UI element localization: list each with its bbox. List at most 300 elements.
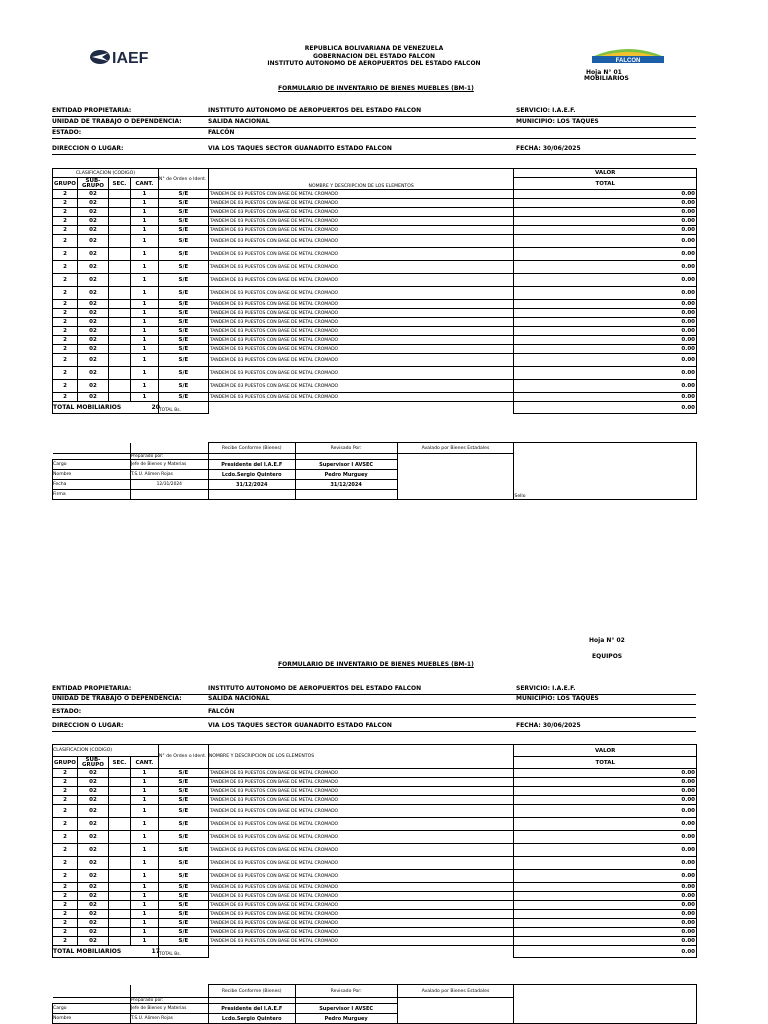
sec-cell — [108, 300, 130, 309]
cant-cell: 1 — [130, 844, 158, 857]
sec-cell — [108, 901, 130, 910]
description-cell: TANDEM DE 03 PUESTOS CON BASE DE METAL CROMADO — [208, 217, 514, 226]
sec-header: SEC. — [108, 178, 130, 190]
subgrupo-cell: 02 — [77, 892, 108, 901]
valor-cell: 0.00 — [514, 937, 697, 946]
grupo-cell: 2 — [53, 778, 78, 787]
grupo-cell: 2 — [53, 844, 78, 857]
description-cell: TANDEM DE 03 PUESTOS CON BASE DE METAL CROMADO — [208, 769, 514, 778]
sec-cell — [108, 883, 130, 892]
subgrupo-cell: 02 — [77, 901, 108, 910]
description-cell: TANDEM DE 03 PUESTOS CON BASE DE METAL CROMADO — [208, 928, 514, 937]
cant-cell: 1 — [130, 274, 158, 287]
info-row-estado-2: ESTADO: FALCÓN — [52, 705, 696, 718]
valor-cell: 0.00 — [514, 354, 697, 367]
description-cell: TANDEM DE 03 PUESTOS CON BASE DE METAL CROMADO — [208, 226, 514, 235]
sheet-category-2: EQUIPOS — [592, 653, 623, 660]
description-cell: TANDEM DE 03 PUESTOS CON BASE DE METAL CROMADO — [208, 393, 514, 402]
orden-cell: S/E — [158, 287, 208, 300]
sec-cell — [108, 261, 130, 274]
cant-cell: 1 — [130, 199, 158, 208]
description-cell: TANDEM DE 03 PUESTOS CON BASE DE METAL CROMADO — [208, 831, 514, 844]
subgrupo-cell: 02 — [77, 327, 108, 336]
grupo-cell: 2 — [53, 208, 78, 217]
table-row — [53, 937, 697, 946]
info-row-direccion: DIRECCION O LUGAR: VIA LOS TAQUES SECTOR GUANADITO ESTADO FALCON FECHA: 30/06/2025 — [52, 142, 696, 155]
grupo-cell: 2 — [53, 190, 78, 199]
total-label: TOTAL MOBILIARIOS 20 — [53, 402, 159, 414]
valor-cell: 0.00 — [514, 870, 697, 883]
orden-cell: S/E — [158, 393, 208, 402]
valor-cell: 0.00 — [514, 805, 697, 818]
sec-cell — [108, 199, 130, 208]
sec-cell — [108, 818, 130, 831]
orden-cell: S/E — [158, 248, 208, 261]
sheet-category: MOBILIARIOS — [584, 75, 629, 82]
sec-cell — [108, 928, 130, 937]
falcon-logo — [590, 44, 666, 66]
grupo-cell: 2 — [53, 354, 78, 367]
grupo-cell: 2 — [53, 892, 78, 901]
valor-cell: 0.00 — [514, 274, 697, 287]
valor-cell: 0.00 — [514, 318, 697, 327]
clasificacion-header: CLASIFICACION (CODIGO) — [53, 169, 159, 178]
grupo-cell: 2 — [53, 937, 78, 946]
sello-label: Sello — [514, 443, 697, 500]
grupo-cell: 2 — [53, 919, 78, 928]
table-row — [53, 844, 697, 857]
table-row — [53, 901, 697, 910]
valor-cell: 0.00 — [514, 778, 697, 787]
table-row — [53, 226, 697, 235]
orden-cell: S/E — [158, 892, 208, 901]
valor-cell: 0.00 — [514, 892, 697, 901]
orden-cell: S/E — [158, 318, 208, 327]
orden-header: N° de Orden o Ident. — [158, 169, 208, 190]
valor-header-2: VALOR — [514, 745, 697, 757]
cant-cell: 1 — [130, 327, 158, 336]
description-cell: TANDEM DE 03 PUESTOS CON BASE DE METAL CROMADO — [208, 844, 514, 857]
orden-cell: S/E — [158, 937, 208, 946]
description-cell: TANDEM DE 03 PUESTOS CON BASE DE METAL CROMADO — [208, 327, 514, 336]
table-row — [53, 208, 697, 217]
valor-cell: 0.00 — [514, 769, 697, 778]
valor-cell: 0.00 — [514, 818, 697, 831]
description-cell: TANDEM DE 03 PUESTOS CON BASE DE METAL CROMADO — [208, 274, 514, 287]
description-cell: TANDEM DE 03 PUESTOS CON BASE DE METAL CROMADO — [208, 883, 514, 892]
table-row — [53, 870, 697, 883]
sec-cell — [108, 318, 130, 327]
table-row — [53, 367, 697, 380]
orden-cell: S/E — [158, 857, 208, 870]
table-row — [53, 287, 697, 300]
recibe-header: Recibe Conforme (Bienes) — [208, 443, 295, 454]
subgrupo-cell: 02 — [77, 261, 108, 274]
orden-cell: S/E — [158, 309, 208, 318]
header-line-2: GOBERNACION DEL ESTADO FALCON — [312, 52, 436, 60]
grupo-cell: 2 — [53, 248, 78, 261]
valor-cell: 0.00 — [514, 287, 697, 300]
valor-cell: 0.00 — [514, 327, 697, 336]
grupo-cell: 2 — [53, 199, 78, 208]
grupo-cell: 2 — [53, 805, 78, 818]
table-row — [53, 235, 697, 248]
cant-cell: 1 — [130, 354, 158, 367]
cant-cell: 1 — [130, 787, 158, 796]
orden-cell: S/E — [158, 345, 208, 354]
info-row-direccion-2: DIRECCION O LUGAR: VIA LOS TAQUES SECTOR GUANADITO ESTADO FALCON FECHA: 30/06/2025 — [52, 719, 696, 732]
subgrupo-cell: 02 — [77, 336, 108, 345]
sec-cell — [108, 217, 130, 226]
orden-cell: S/E — [158, 190, 208, 199]
cant-cell: 1 — [130, 248, 158, 261]
subgrupo-cell: 02 — [77, 919, 108, 928]
clasificacion-header-2: CLASIFICACION (CODIGO) — [53, 745, 159, 757]
subgrupo-cell: 02 — [77, 818, 108, 831]
cant-cell: 1 — [130, 287, 158, 300]
table-row — [53, 336, 697, 345]
valor-cell: 0.00 — [514, 367, 697, 380]
grupo-cell: 2 — [53, 910, 78, 919]
sec-cell — [108, 892, 130, 901]
cant-cell: 1 — [130, 883, 158, 892]
cant-cell: 1 — [130, 226, 158, 235]
sec-cell — [108, 844, 130, 857]
orden-cell: S/E — [158, 327, 208, 336]
sec-cell — [108, 336, 130, 345]
grupo-cell: 2 — [53, 787, 78, 796]
description-cell: TANDEM DE 03 PUESTOS CON BASE DE METAL CROMADO — [208, 300, 514, 309]
table-row — [53, 380, 697, 393]
table-row — [53, 910, 697, 919]
valor-cell: 0.00 — [514, 261, 697, 274]
valor-cell: 0.00 — [514, 235, 697, 248]
orden-cell: S/E — [158, 274, 208, 287]
sec-cell — [108, 367, 130, 380]
subgrupo-cell: 02 — [77, 796, 108, 805]
valor-cell: 0.00 — [514, 796, 697, 805]
orden-cell: S/E — [158, 910, 208, 919]
orden-cell: S/E — [158, 300, 208, 309]
subgrupo-cell: 02 — [77, 226, 108, 235]
cant-cell: 1 — [130, 937, 158, 946]
subgrupo-cell: 02 — [77, 787, 108, 796]
subgrupo-cell: 02 — [77, 287, 108, 300]
subgrupo-cell: 02 — [77, 857, 108, 870]
header-line-1: REPUBLICA BOLIVARIANA DE VENEZUELA — [304, 45, 444, 52]
valor-cell: 0.00 — [514, 190, 697, 199]
institution-header — [234, 45, 514, 68]
info-row-unidad: UNIDAD DE TRABAJO O DEPENDENCIA: SALIDA NACIONAL MUNICIPIO: LOS TAQUES — [52, 115, 696, 128]
valor-cell: 0.00 — [514, 380, 697, 393]
cant-header: CANT. — [130, 178, 158, 190]
subgrupo-cell: 02 — [77, 300, 108, 309]
valor-cell: 0.00 — [514, 910, 697, 919]
grupo-cell: 2 — [53, 393, 78, 402]
grupo-cell: 2 — [53, 287, 78, 300]
grand-total-value-2: 0.00 — [514, 946, 697, 958]
header-line-3: INSTITUTO AUTONOMO DE AEROPUERTOS DEL ESTADO FALCON — [267, 60, 481, 67]
valor-cell: 0.00 — [514, 309, 697, 318]
sec-cell — [108, 309, 130, 318]
subgrupo-cell: 02 — [77, 393, 108, 402]
subgrupo-cell: 02 — [77, 199, 108, 208]
table-row — [53, 831, 697, 844]
sec-cell — [108, 190, 130, 199]
signature-block-1: Recibe Conforme (Bienes) Revisado Por: Avalado por Bienes Estadales Sello Preparado por: Cargo Jefe de Bienes y Materias Presidente del I.A.E.F Supervisor I AVSEC Nombre T.S.U. Alimen Rojas Lcdo.Sergio Quintero Pedro Murguey Fecha 12/31/2024 31/12/2024 31/12/2024 Firma — [52, 442, 697, 500]
table-row — [53, 928, 697, 937]
subgrupo-cell: 02 — [77, 248, 108, 261]
description-cell: TANDEM DE 03 PUESTOS CON BASE DE METAL CROMADO — [208, 796, 514, 805]
total-header: TOTAL — [514, 178, 697, 190]
orden-cell: S/E — [158, 354, 208, 367]
orden-cell: S/E — [158, 883, 208, 892]
sec-cell — [108, 345, 130, 354]
cant-cell: 1 — [130, 300, 158, 309]
sec-cell — [108, 910, 130, 919]
description-cell: TANDEM DE 03 PUESTOS CON BASE DE METAL CROMADO — [208, 919, 514, 928]
grupo-cell: 2 — [53, 226, 78, 235]
table-row — [53, 883, 697, 892]
subgrupo-cell: 02 — [77, 870, 108, 883]
subgrupo-cell: 02 — [77, 217, 108, 226]
description-cell: TANDEM DE 03 PUESTOS CON BASE DE METAL CROMADO — [208, 901, 514, 910]
sheet-number: Hoja N° 01 — [586, 69, 622, 76]
sec-cell — [108, 870, 130, 883]
valor-cell: 0.00 — [514, 217, 697, 226]
orden-cell: S/E — [158, 208, 208, 217]
grupo-cell: 2 — [53, 831, 78, 844]
grupo-cell: 2 — [53, 769, 78, 778]
grupo-cell: 2 — [53, 380, 78, 393]
subgrupo-cell: 02 — [77, 769, 108, 778]
subgrupo-cell: 02 — [77, 883, 108, 892]
subgrupo-cell: 02 — [77, 805, 108, 818]
cant-cell: 1 — [130, 367, 158, 380]
grupo-header: GRUPO — [53, 178, 78, 190]
subgrupo-cell: 02 — [77, 831, 108, 844]
description-cell: TANDEM DE 03 PUESTOS CON BASE DE METAL CROMADO — [208, 199, 514, 208]
sec-cell — [108, 208, 130, 217]
cant-cell: 1 — [130, 901, 158, 910]
table-row — [53, 261, 697, 274]
table-row — [53, 393, 697, 402]
cant-cell: 1 — [130, 318, 158, 327]
cant-cell: 1 — [130, 769, 158, 778]
valor-cell: 0.00 — [514, 883, 697, 892]
cant-cell: 1 — [130, 892, 158, 901]
grand-total-value: 0.00 — [514, 402, 697, 414]
cant-cell: 1 — [130, 910, 158, 919]
table-row — [53, 818, 697, 831]
orden-cell: S/E — [158, 769, 208, 778]
subgrupo-cell: 02 — [77, 274, 108, 287]
cant-cell: 1 — [130, 796, 158, 805]
orden-cell: S/E — [158, 928, 208, 937]
description-cell: TANDEM DE 03 PUESTOS CON BASE DE METAL CROMADO — [208, 857, 514, 870]
orden-cell: S/E — [158, 787, 208, 796]
subgrupo-cell: 02 — [77, 190, 108, 199]
sec-cell — [108, 778, 130, 787]
valor-cell: 0.00 — [514, 208, 697, 217]
grupo-cell: 2 — [53, 217, 78, 226]
grupo-cell: 2 — [53, 883, 78, 892]
subgrupo-cell: 02 — [77, 778, 108, 787]
signature-block-2: Recibe Conforme (Bienes) Revisado Por: Avalado por Bienes Estadales Preparado por: Cargo Jefe de Bienes y Materias Presidente del I.A.E.F Supervisor I AVSEC Nombre T.S.U. Alimen Rojas Lcdo.Sergio Quintero Pedro Murguey — [52, 984, 697, 1024]
grupo-cell: 2 — [53, 274, 78, 287]
total-bs-label: TOTAL Bs. — [158, 402, 208, 414]
cant-cell: 1 — [130, 831, 158, 844]
cant-cell: 1 — [130, 217, 158, 226]
valor-header: VALOR — [514, 169, 697, 178]
sec-cell — [108, 393, 130, 402]
info-row-entidad: ENTIDAD PROPIETARIA: INSTITUTO AUTONOMO DE AEROPUERTOS DEL ESTADO FALCON SERVICIO: I.A.E.F. — [52, 104, 696, 117]
orden-cell: S/E — [158, 367, 208, 380]
sec-cell — [108, 796, 130, 805]
orden-cell: S/E — [158, 818, 208, 831]
sec-cell — [108, 857, 130, 870]
table-row — [53, 778, 697, 787]
grupo-cell: 2 — [53, 928, 78, 937]
description-cell: TANDEM DE 03 PUESTOS CON BASE DE METAL CROMADO — [208, 190, 514, 199]
grupo-cell: 2 — [53, 235, 78, 248]
orden-cell: S/E — [158, 261, 208, 274]
description-cell: TANDEM DE 03 PUESTOS CON BASE DE METAL CROMADO — [208, 787, 514, 796]
table-row — [53, 857, 697, 870]
inventory-table-1 — [52, 168, 697, 414]
firma-label: Firma — [53, 490, 131, 500]
valor-cell: 0.00 — [514, 787, 697, 796]
grupo-cell: 2 — [53, 901, 78, 910]
cant-cell: 1 — [130, 928, 158, 937]
grupo-cell: 2 — [53, 318, 78, 327]
iaef-logo — [88, 44, 168, 70]
table-row — [53, 318, 697, 327]
cant-cell: 1 — [130, 857, 158, 870]
sec-cell — [108, 787, 130, 796]
sec-cell — [108, 937, 130, 946]
fecha-label: Fecha — [53, 480, 131, 490]
subgrupo-header: SUB-GRUPO — [77, 178, 108, 190]
description-cell: TANDEM DE 03 PUESTOS CON BASE DE METAL CROMADO — [208, 208, 514, 217]
valor-cell: 0.00 — [514, 831, 697, 844]
valor-cell: 0.00 — [514, 199, 697, 208]
nombre-header: NOMBRE Y DESCRIPCION DE LOS ELEMENTOS — [208, 169, 514, 190]
description-cell: TANDEM DE 03 PUESTOS CON BASE DE METAL CROMADO — [208, 937, 514, 946]
subgrupo-cell: 02 — [77, 380, 108, 393]
cant-cell: 1 — [130, 778, 158, 787]
valor-cell: 0.00 — [514, 844, 697, 857]
cant-cell: 1 — [130, 235, 158, 248]
table-row — [53, 796, 697, 805]
table-row — [53, 805, 697, 818]
table-row — [53, 919, 697, 928]
subgrupo-cell: 02 — [77, 318, 108, 327]
cant-cell: 1 — [130, 309, 158, 318]
description-cell: TANDEM DE 03 PUESTOS CON BASE DE METAL CROMADO — [208, 367, 514, 380]
grupo-cell: 2 — [53, 345, 78, 354]
description-cell: TANDEM DE 03 PUESTOS CON BASE DE METAL CROMADO — [208, 818, 514, 831]
info-row-unidad-2: UNIDAD DE TRABAJO O DEPENDENCIA: SALIDA NACIONAL MUNICIPIO: LOS TAQUES — [52, 692, 696, 705]
grupo-cell: 2 — [53, 300, 78, 309]
sec-cell — [108, 831, 130, 844]
table-row — [53, 274, 697, 287]
sec-cell — [108, 226, 130, 235]
orden-cell: S/E — [158, 226, 208, 235]
sec-cell — [108, 380, 130, 393]
grupo-cell: 2 — [53, 336, 78, 345]
table-row — [53, 199, 697, 208]
valor-cell: 0.00 — [514, 857, 697, 870]
svg-text:IAEF: IAEF — [112, 50, 149, 67]
grupo-cell: 2 — [53, 818, 78, 831]
sec-cell — [108, 235, 130, 248]
valor-cell: 0.00 — [514, 336, 697, 345]
sec-cell — [108, 287, 130, 300]
grupo-cell: 2 — [53, 309, 78, 318]
grupo-cell: 2 — [53, 367, 78, 380]
subgrupo-cell: 02 — [77, 235, 108, 248]
cant-cell: 1 — [130, 805, 158, 818]
table-row — [53, 787, 697, 796]
cant-cell: 1 — [130, 190, 158, 199]
cant-cell: 1 — [130, 919, 158, 928]
orden-cell: S/E — [158, 336, 208, 345]
subgrupo-cell: 02 — [77, 937, 108, 946]
grupo-cell: 2 — [53, 261, 78, 274]
orden-cell: S/E — [158, 805, 208, 818]
orden-cell: S/E — [158, 919, 208, 928]
svg-text:FALCON: FALCON — [615, 58, 641, 64]
description-cell: TANDEM DE 03 PUESTOS CON BASE DE METAL CROMADO — [208, 287, 514, 300]
cant-cell: 1 — [130, 393, 158, 402]
cant-cell: 1 — [130, 345, 158, 354]
orden-cell: S/E — [158, 796, 208, 805]
subgrupo-cell: 02 — [77, 844, 108, 857]
description-cell: TANDEM DE 03 PUESTOS CON BASE DE METAL CROMADO — [208, 805, 514, 818]
subgrupo-cell: 02 — [77, 910, 108, 919]
description-cell: TANDEM DE 03 PUESTOS CON BASE DE METAL CROMADO — [208, 778, 514, 787]
description-cell: TANDEM DE 03 PUESTOS CON BASE DE METAL CROMADO — [208, 354, 514, 367]
form-title: FORMULARIO DE INVENTARIO DE BIENES MUEBLES (BM-1) — [278, 85, 474, 92]
orden-cell: S/E — [158, 844, 208, 857]
inventory-table-2: CLASIFICACION (CODIGO) N° de Orden o Ident. NOMBRE Y DESCRIPCION DE LOS ELEMENTOS VALOR GRUPO SUB-GRUPO SEC. CANT. TOTAL 2 02 1 S/E TANDEM DE 03 PUESTOS CON BASE DE METAL CROMADO 0.00 2 02 1 S/E TANDEM DE 03 PUESTOS CON BASE DE METAL CROMADO 0.00 2 02 1 S/E TANDEM DE 03 PUESTOS CON BASE DE METAL CROMADO 0.00 2 02 1 S/E TANDEM DE 03 PUESTOS CON BASE DE METAL CROMADO 0.00 2 02 1 S/E TANDEM DE 03 PUESTOS CON BASE DE METAL CROMADO 0.00 2 02 1 S/E TANDEM DE 03 PUESTOS CON BASE DE METAL CROMADO 0.00 2 02 1 S/E TANDEM DE 03 PUESTOS CON BASE DE METAL CROMADO 0.00 2 02 1 S/E TANDEM DE 03 PUESTOS CON BASE DE METAL CROMADO 0.00 2 02 1 S/E TANDEM DE 03 PUESTOS CON BASE DE METAL CROMADO 0.00 2 02 1 S/E TANDEM DE 03 PUESTOS CON BASE DE METAL CROMADO 0.00 2 02 1 S/E TANDEM DE 03 PUESTOS CON BASE DE METAL CROMADO 0.00 2 02 1 S/E TANDEM DE 03 PUESTOS CON BASE DE METAL CROMADO 0.00 2 02 1 S/E TANDEM DE 03 PUESTOS CON BASE DE METAL CROMADO 0.00 2 02 1 S/E TANDEM DE 03 PUESTOS CON BASE DE METAL CROMADO 0.00 2 02 1 S/E TANDEM DE 03 PUESTOS CON BASE DE METAL CROMADO 0.00 2 02 1 S/E TANDEM DE 03 PUESTOS CON BASE DE METAL CROMADO 0.00 2 02 1 S/E TANDEM DE 03 PUESTOS CON BASE DE METAL CROMADO 0.00 TOTAL MOBILIARIOS 17 TOTAL Bs. 0.00 — [52, 744, 697, 958]
cant-cell: 1 — [130, 380, 158, 393]
sec-cell — [108, 248, 130, 261]
description-cell: TANDEM DE 03 PUESTOS CON BASE DE METAL CROMADO — [208, 380, 514, 393]
form-title-2: FORMULARIO DE INVENTARIO DE BIENES MUEBLES (BM-1) — [278, 661, 474, 668]
preparado-label: Preparado por: — [130, 454, 208, 460]
sec-cell — [108, 327, 130, 336]
description-cell: TANDEM DE 03 PUESTOS CON BASE DE METAL CROMADO — [208, 910, 514, 919]
description-cell: TANDEM DE 03 PUESTOS CON BASE DE METAL CROMADO — [208, 345, 514, 354]
valor-cell: 0.00 — [514, 919, 697, 928]
cant-cell: 1 — [130, 336, 158, 345]
valor-cell: 0.00 — [514, 226, 697, 235]
orden-cell: S/E — [158, 901, 208, 910]
subgrupo-cell: 02 — [77, 928, 108, 937]
sec-cell — [108, 805, 130, 818]
info-row-estado: ESTADO: FALCÓN — [52, 126, 696, 139]
subgrupo-cell: 02 — [77, 208, 108, 217]
orden-header-2: N° de Orden o Ident. — [158, 745, 208, 769]
orden-cell: S/E — [158, 778, 208, 787]
table-row — [53, 892, 697, 901]
table-row — [53, 190, 697, 199]
sheet-number-2: Hoja N° 02 — [589, 637, 625, 644]
valor-cell: 0.00 — [514, 393, 697, 402]
total-label-2: TOTAL MOBILIARIOS 17 — [53, 946, 159, 958]
